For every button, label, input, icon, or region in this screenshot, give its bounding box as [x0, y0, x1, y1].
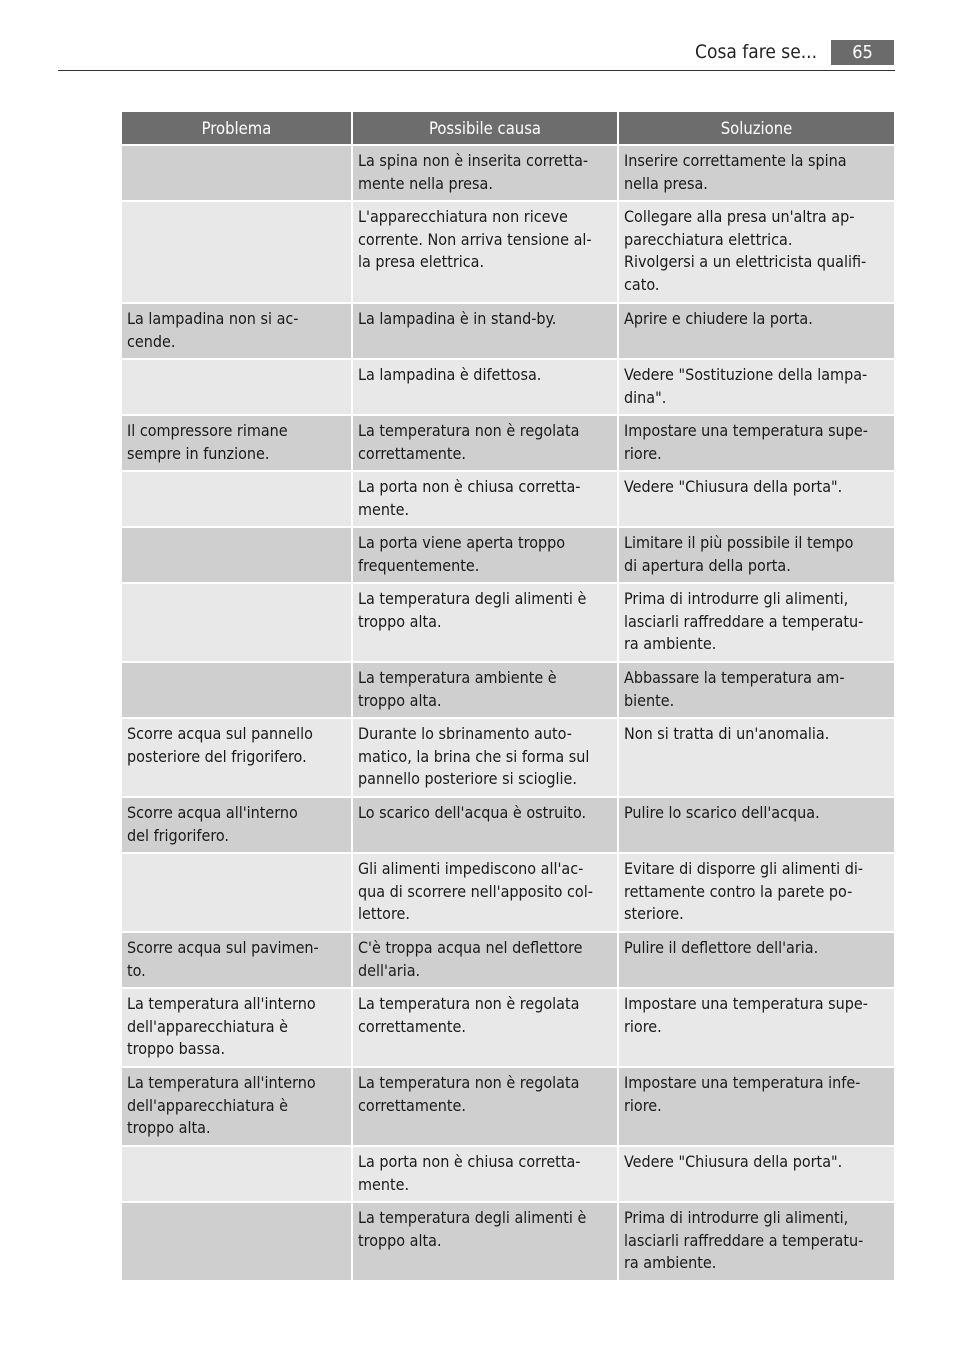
solution-cell: Pulire il deflettore dell'aria.: [619, 933, 894, 987]
solution-cell: Pulire lo scarico dell'acqua.: [619, 798, 894, 852]
solution-cell: Vedere "Sostituzione della lampa- dina".: [619, 360, 894, 414]
solution-cell: Prima di introdurre gli alimenti, lasciarli raffreddare a temperatu- ra ambiente.: [619, 584, 894, 661]
solution-cell: Abbassare la temperatura am- biente.: [619, 663, 894, 717]
table-row: [122, 360, 894, 414]
solution-cell: Evitare di disporre gli alimenti di- rettamente contro la parete po- steriore.: [619, 854, 894, 931]
table-row: [122, 584, 894, 661]
solution-cell: Collegare alla presa un'altra ap- parecchiatura elettrica. Rivolgersi a un elettricista qualifi- cato.: [619, 202, 894, 302]
cause-cell: C'è troppa acqua nel deflettore dell'aria.: [353, 933, 617, 987]
column-header-solution: Soluzione: [619, 112, 894, 144]
solution-cell: Aprire e chiudere la porta.: [619, 304, 894, 358]
problem-cell: Scorre acqua sul pannello posteriore del frigorifero.: [122, 719, 351, 796]
table-header-row: [122, 112, 894, 144]
column-header-cause: Possibile causa: [353, 112, 617, 144]
solution-cell: Vedere "Chiusura della porta".: [619, 472, 894, 526]
cause-cell: La temperatura degli alimenti è troppo alta.: [353, 1203, 617, 1280]
table-row: [122, 304, 894, 358]
problem-cell: La temperatura all'interno dell'apparecchiatura è troppo bassa.: [122, 989, 351, 1066]
page-number: 65: [831, 40, 894, 65]
problem-cell: [122, 584, 351, 661]
cause-cell: La lampadina è in stand-by.: [353, 304, 617, 358]
table-row: [122, 528, 894, 582]
table-row: [122, 146, 894, 200]
table-row: [122, 719, 894, 796]
cause-cell: La temperatura non è regolata correttamente.: [353, 1068, 617, 1145]
cause-cell: Lo scarico dell'acqua è ostruito.: [353, 798, 617, 852]
column-header-problem: Problema: [122, 112, 351, 144]
solution-cell: Limitare il più possibile il tempo di apertura della porta.: [619, 528, 894, 582]
table-row: [122, 798, 894, 852]
cause-cell: La porta viene aperta troppo frequentemente.: [353, 528, 617, 582]
problem-cell: [122, 472, 351, 526]
table-body: [122, 146, 894, 1280]
problem-cell: [122, 360, 351, 414]
solution-cell: Impostare una temperatura supe- riore.: [619, 989, 894, 1066]
problem-cell: [122, 528, 351, 582]
cause-cell: La porta non è chiusa corretta- mente.: [353, 1147, 617, 1201]
table-row: [122, 202, 894, 302]
solution-cell: Vedere "Chiusura della porta".: [619, 1147, 894, 1201]
cause-cell: La temperatura ambiente è troppo alta.: [353, 663, 617, 717]
table-row: [122, 1147, 894, 1201]
cause-cell: La temperatura non è regolata correttamente.: [353, 416, 617, 470]
cause-cell: La porta non è chiusa corretta- mente.: [353, 472, 617, 526]
cause-cell: Durante lo sbrinamento auto- matico, la brina che si forma sul pannello posteriore si scioglie.: [353, 719, 617, 796]
cause-cell: La lampadina è difettosa.: [353, 360, 617, 414]
table-row: [122, 854, 894, 931]
problem-cell: [122, 202, 351, 302]
solution-cell: Inserire correttamente la spina nella presa.: [619, 146, 894, 200]
cause-cell: L'apparecchiatura non riceve corrente. Non arriva tensione al- la presa elettrica.: [353, 202, 617, 302]
cause-cell: La spina non è inserita corretta- mente nella presa.: [353, 146, 617, 200]
problem-cell: La lampadina non si ac- cende.: [122, 304, 351, 358]
table-row: [122, 1203, 894, 1280]
table-row: [122, 472, 894, 526]
section-title: Cosa fare se...: [695, 41, 817, 63]
problem-cell: Il compressore rimane sempre in funzione.: [122, 416, 351, 470]
cause-cell: La temperatura non è regolata correttamente.: [353, 989, 617, 1066]
cause-cell: La temperatura degli alimenti è troppo alta.: [353, 584, 617, 661]
header-divider: [58, 70, 895, 71]
table-row: [122, 933, 894, 987]
problem-cell: [122, 663, 351, 717]
table-row: [122, 416, 894, 470]
solution-cell: Prima di introdurre gli alimenti, lasciarli raffreddare a temperatu- ra ambiente.: [619, 1203, 894, 1280]
problem-cell: [122, 146, 351, 200]
solution-cell: Impostare una temperatura infe- riore.: [619, 1068, 894, 1145]
problem-cell: [122, 854, 351, 931]
table-row: [122, 663, 894, 717]
problem-cell: Scorre acqua all'interno del frigorifero.: [122, 798, 351, 852]
problem-cell: [122, 1147, 351, 1201]
solution-cell: Non si tratta di un'anomalia.: [619, 719, 894, 796]
table-row: [122, 1068, 894, 1145]
problem-cell: Scorre acqua sul pavimen- to.: [122, 933, 351, 987]
solution-cell: Impostare una temperatura supe- riore.: [619, 416, 894, 470]
problem-cell: La temperatura all'interno dell'apparecchiatura è troppo alta.: [122, 1068, 351, 1145]
problem-cell: [122, 1203, 351, 1280]
cause-cell: Gli alimenti impediscono all'ac- qua di scorrere nell'apposito col- lettore.: [353, 854, 617, 931]
table-row: [122, 989, 894, 1066]
troubleshooting-table: [120, 110, 896, 1282]
